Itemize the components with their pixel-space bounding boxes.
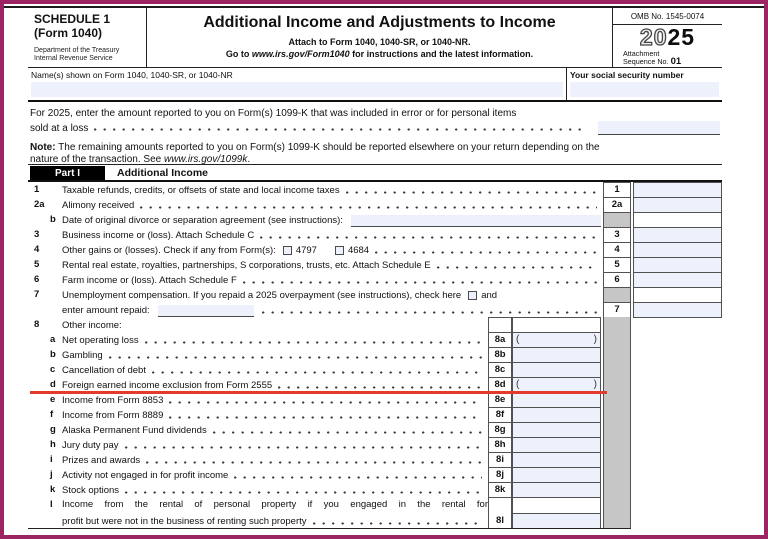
row-label-area [62, 317, 488, 333]
dotted-leader [125, 491, 482, 494]
year-bold-digits: 25 [667, 24, 696, 50]
dotted-leader [94, 128, 584, 131]
shaded-column [603, 392, 631, 408]
amount-input-3[interactable] [633, 227, 722, 243]
shaded-column [603, 422, 631, 438]
line-number-box: 8c [488, 362, 512, 378]
paren-open: ( [516, 379, 520, 390]
form-row-3 [28, 227, 722, 243]
form-row-8j [28, 467, 722, 483]
schedule1-form [28, 8, 722, 529]
shaded-cell [603, 212, 631, 228]
row-label: enter amount repaid: [62, 304, 150, 316]
name-label: Name(s) shown on Form 1040, 1040-SR, or 1040-NR [31, 70, 233, 80]
sequence-number: 01 [670, 55, 682, 67]
ssn-cell [566, 68, 722, 100]
amount-input-8b[interactable] [512, 347, 601, 363]
row-number-label: g [50, 424, 56, 435]
form-row-1 [28, 182, 722, 198]
line-number-box: 2a [603, 197, 631, 213]
row-label: Income from Form 8889 [62, 409, 164, 421]
spacer [631, 467, 722, 483]
amount-input-8k[interactable] [512, 482, 601, 498]
1099k-instruction-line1: For 2025, enter the amount reported to you on Form(s) 1099-K that was included in error or for personal items [30, 108, 517, 119]
amount-cell [633, 287, 722, 303]
form-row-2b [28, 212, 722, 228]
attach-instruction: Attach to Form 1040, 1040-SR, or 1040-NR. [288, 37, 471, 47]
1099k-note [30, 142, 720, 166]
row-number-label: 4 [34, 244, 40, 255]
spacer [631, 317, 722, 333]
amount-input-8e[interactable] [512, 392, 601, 408]
part1-header [28, 166, 722, 182]
form-row-8k [28, 482, 722, 498]
goto-instruction [147, 49, 612, 59]
attachment-label: Attachment [623, 49, 660, 58]
irs-form1040-link[interactable]: www.irs.gov/Form1040 [251, 49, 350, 59]
row-label-area [62, 452, 488, 468]
form-row-8l [28, 497, 722, 529]
row-number-label: h [50, 439, 56, 450]
line-number-box: 8a [488, 332, 512, 348]
omb-number: OMB No. 1545-0074 [613, 8, 722, 25]
row-label-area [62, 287, 603, 303]
shaded-cell [603, 287, 631, 303]
page-title: Additional Income and Adjustments to Income [203, 14, 556, 31]
spacer [631, 347, 722, 363]
sequence-label [623, 55, 722, 67]
dotted-leader [375, 251, 597, 254]
goto-post: for instructions and the latest information. [349, 49, 534, 59]
row-label-area [62, 227, 603, 243]
row-label: profit but were not in the business of renting such property [62, 515, 307, 527]
row-number-label [28, 302, 62, 318]
line-number-box: 8g [488, 422, 512, 438]
tax-year [613, 26, 722, 49]
row-label-area [62, 422, 488, 438]
row-number-label: j [50, 469, 53, 480]
row-label: Foreign earned income exclusion from Form 2555 [62, 379, 273, 391]
date-agreement-input[interactable] [351, 215, 601, 227]
row-label-area [62, 362, 488, 378]
1099k-instruction-line2 [30, 121, 720, 135]
amount-input-5[interactable] [633, 257, 722, 273]
row-label-line2 [62, 513, 488, 529]
row-label: Other gains or (losses). Check if any from Form(s): [62, 244, 276, 256]
attachment-sequence [613, 50, 722, 66]
line-number-box: 7 [603, 302, 631, 318]
row-number-label: l [50, 499, 53, 510]
ssn-label: Your social security number [570, 70, 684, 80]
row-label: Date of original divorce or separation agreement (see instructions): [62, 214, 343, 226]
sequence-text: Sequence No. [623, 56, 671, 66]
form-row-8 [28, 317, 722, 333]
amount-input-4[interactable] [633, 242, 722, 258]
form-row-7a [28, 287, 722, 303]
form-row-7b [28, 302, 722, 318]
spacer [631, 437, 722, 453]
row-label: Farm income or (loss). Attach Schedule F [62, 274, 237, 286]
header-right-box [612, 8, 722, 67]
spacer [631, 497, 722, 529]
1099k-instruction-text: sold at a loss [30, 122, 89, 134]
name-ssn-row [28, 68, 722, 102]
dotted-leader [278, 386, 482, 389]
form-row-8e [28, 392, 722, 408]
checkbox[interactable] [468, 291, 477, 300]
dotted-leader [169, 401, 482, 404]
dotted-leader [145, 341, 482, 344]
row-number-label: 1 [34, 184, 40, 195]
spacer [631, 482, 722, 498]
line-number-box: 8e [488, 392, 512, 408]
row-label-area [62, 482, 488, 498]
dotted-leader [234, 476, 482, 479]
line-number-box: 8h [488, 437, 512, 453]
form-row-2a [28, 197, 722, 213]
amount-input-8a[interactable] [512, 332, 601, 348]
intro-section [28, 102, 722, 165]
line-number-box: 6 [603, 272, 631, 288]
line-number-box: 3 [603, 227, 631, 243]
paren-close: ) [593, 334, 597, 345]
line-number-box [488, 497, 512, 529]
amount-input-8h[interactable] [512, 437, 601, 453]
department-lines [34, 47, 144, 65]
part1-badge: Part I [30, 166, 105, 180]
amount-input-8g[interactable] [512, 422, 601, 438]
form-row-8a [28, 332, 722, 348]
annotation-red-underline [30, 391, 607, 394]
checkbox-label: 4684 [347, 244, 370, 256]
row-label: Taxable refunds, credits, or offsets of state and local income taxes [62, 184, 340, 196]
note-text1: The remaining amounts reported to you on Form(s) 1099-K should be reported elsewhere on your return depending on the [55, 141, 600, 153]
paren-close: ) [593, 379, 597, 390]
row-label-area [62, 347, 488, 363]
dotted-leader [109, 356, 482, 359]
row-number-label: 7 [34, 289, 40, 300]
row-label-area [62, 212, 603, 228]
note-text2: nature of the transaction. See [30, 153, 164, 165]
row-label: Rental real estate, royalties, partnerships, S corporations, trusts, etc. Attach Schedule E [62, 259, 431, 271]
amount-input-8c[interactable] [512, 362, 601, 378]
note-line2 [30, 154, 720, 166]
row-number-label: k [50, 484, 56, 495]
form-row-8f [28, 407, 722, 423]
spacer [631, 392, 722, 408]
amount-input-1[interactable] [633, 182, 722, 198]
dotted-leader [346, 191, 597, 194]
shaded-column [603, 317, 631, 333]
shaded-column [603, 452, 631, 468]
row-label-area [62, 257, 603, 273]
part1-table [28, 182, 722, 529]
form-row-8d [28, 377, 722, 393]
row-label: Unemployment compensation. If you repaid a 2025 overpayment (see instructions), check here [62, 289, 462, 301]
row-number-label: 8 [34, 319, 40, 330]
line-number-box: 1 [603, 182, 631, 198]
amount-cell [512, 497, 601, 514]
line-number-box [488, 317, 512, 333]
line-number-box: 8f [488, 407, 512, 423]
form-row-4 [28, 242, 722, 258]
shaded-column [603, 377, 631, 393]
line-number-box: 5 [603, 257, 631, 273]
dotted-leader [125, 446, 483, 449]
paren-open: ( [516, 334, 520, 345]
line-number-box: 8j [488, 467, 512, 483]
row-label: Other income: [62, 319, 122, 331]
dotted-leader [152, 371, 482, 374]
form-number: (Form 1040) [34, 25, 103, 40]
shaded-column [603, 497, 631, 529]
dotted-leader [140, 206, 597, 209]
dotted-leader [146, 461, 482, 464]
checkbox-label: 4797 [295, 244, 317, 256]
row-label: Business income or (loss). Attach Schedule C [62, 229, 255, 241]
schedule-number: SCHEDULE 1 [34, 12, 111, 26]
amount-input-8i[interactable] [512, 452, 601, 468]
note-bold: Note: [30, 141, 56, 153]
amount-input-6[interactable] [633, 272, 722, 288]
dotted-leader [313, 522, 483, 525]
line-number: 8l [496, 515, 504, 526]
row-label-area [62, 197, 603, 213]
row-label: Net operating loss [62, 334, 139, 346]
row-label: Stock options [62, 484, 120, 496]
dotted-leader [243, 281, 597, 284]
amount-cell [633, 212, 722, 228]
shaded-column [603, 482, 631, 498]
line-number-box: 8i [488, 452, 512, 468]
line-number-box: 4 [603, 242, 631, 258]
name-input[interactable] [31, 82, 563, 97]
amount-input-7[interactable] [633, 302, 722, 318]
row-label-area [62, 272, 603, 288]
row-number-label: c [50, 364, 56, 375]
row-label: Cancellation of debt [62, 364, 146, 376]
spacer [631, 407, 722, 423]
spacer [631, 452, 722, 468]
row-label: Income from Form 8853 [62, 394, 164, 406]
department-line2: Internal Revenue Service [34, 55, 113, 62]
year-outline-digits: 20 [639, 24, 668, 50]
row-label: Jury duty pay [62, 439, 119, 451]
form-row-8g [28, 422, 722, 438]
1099k-amount-input[interactable] [598, 121, 720, 135]
amount-input-8l[interactable] [512, 513, 601, 530]
row-number-label: b [50, 214, 56, 225]
department-line1: Department of the Treasury [34, 47, 120, 54]
row-number-label: 5 [34, 259, 40, 270]
row-label: and [481, 289, 498, 301]
row-label-area [62, 467, 488, 483]
spacer [631, 422, 722, 438]
checkbox[interactable] [283, 246, 292, 255]
row-label: Gambling [62, 349, 103, 361]
header-left-box [28, 8, 147, 67]
line-number-box: 8k [488, 482, 512, 498]
form-row-8b [28, 347, 722, 363]
amount-input-8f[interactable] [512, 407, 601, 423]
shaded-column [603, 437, 631, 453]
row-label: Alimony received [62, 199, 135, 211]
note-line1 [30, 142, 720, 154]
row-number-label: b [50, 349, 56, 360]
dotted-leader [260, 236, 597, 239]
header-center [147, 8, 612, 67]
spacer [631, 362, 722, 378]
line-number-box: 8d [488, 377, 512, 393]
row-label-line1: Income from the rental of personal property if you engaged in the rental for [62, 499, 488, 510]
amount-input-8j[interactable] [512, 467, 601, 483]
form-row-8h [28, 437, 722, 453]
row-label-area [62, 302, 603, 318]
row-label-area [62, 407, 488, 423]
row-label: Prizes and awards [62, 454, 141, 466]
amount-column [512, 497, 601, 529]
shaded-column [603, 407, 631, 423]
shaded-column [603, 467, 631, 483]
row-label-area [62, 437, 488, 453]
goto-pre: Go to [225, 49, 252, 59]
row-number-label: f [50, 409, 54, 420]
amount-input-2a[interactable] [633, 197, 722, 213]
row-number-label: e [50, 394, 56, 405]
row-label-area [62, 242, 603, 258]
spacer [631, 332, 722, 348]
row-number-label: d [50, 379, 56, 390]
name-cell [28, 68, 566, 100]
dotted-leader [213, 431, 482, 434]
note-period: . [247, 153, 251, 165]
form-row-6 [28, 272, 722, 288]
dotted-leader [262, 311, 597, 314]
form-row-8c [28, 362, 722, 378]
row-number-label: 3 [34, 229, 40, 240]
line-number-box: 8b [488, 347, 512, 363]
form-header [28, 8, 722, 68]
spacer [631, 377, 722, 393]
shaded-column [603, 332, 631, 348]
row-label-area [62, 332, 488, 348]
dotted-leader [437, 266, 597, 269]
row-label: Alaska Permanent Fund dividends [62, 424, 207, 436]
shaded-column [603, 347, 631, 363]
form-row-5 [28, 257, 722, 273]
ssn-input[interactable] [570, 82, 719, 97]
row-label-area [62, 392, 488, 408]
row-number-label: i [50, 454, 53, 465]
amount-cell [512, 317, 601, 333]
shaded-column [603, 362, 631, 378]
row-number-label: a [50, 334, 56, 345]
irs-1099k-link[interactable]: www.irs.gov/1099k [163, 153, 248, 165]
checkbox[interactable] [335, 246, 344, 255]
dotted-leader [169, 416, 482, 419]
row-label-area [62, 497, 488, 529]
repaid-amount-input[interactable] [158, 305, 254, 317]
form-row-8i [28, 452, 722, 468]
row-label: Activity not engaged in for profit income [62, 469, 229, 481]
row-number-label: 6 [34, 274, 40, 285]
part1-title: Additional Income [117, 167, 209, 179]
row-label-area [62, 182, 603, 198]
row-number-label: 2a [34, 199, 45, 210]
